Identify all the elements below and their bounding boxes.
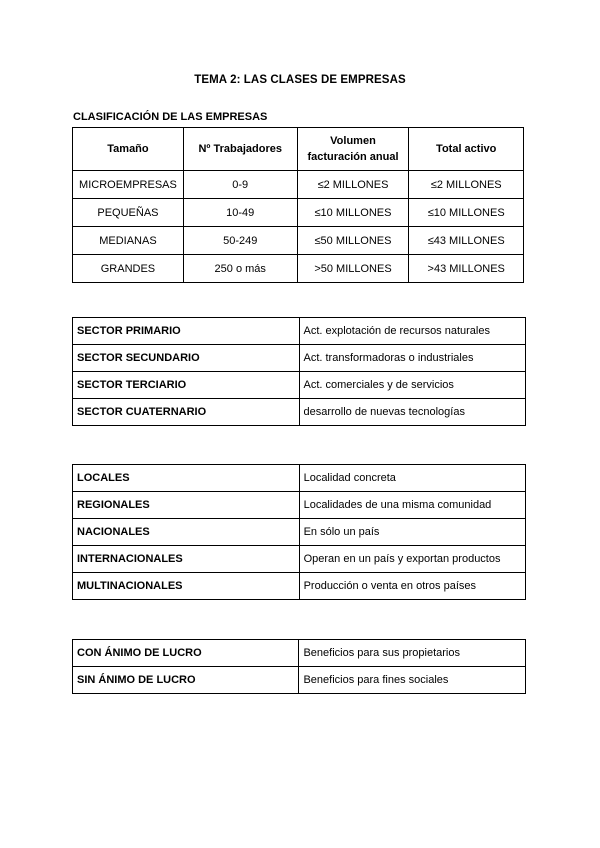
geographic-scope-table (72, 464, 526, 600)
economic-sector-table (72, 317, 526, 426)
profit-type: SIN ÁNIMO DE LUCRO (73, 667, 299, 694)
scope-description: Producción o venta en otros países (299, 573, 525, 600)
document-title: TEMA 2: LAS CLASES DE EMPRESAS (194, 74, 406, 86)
section-subtitle: CLASIFICACIÓN DE LAS EMPRESAS (73, 111, 268, 123)
table-header-row (73, 128, 524, 171)
header-revenue (297, 128, 409, 171)
table-row (73, 171, 524, 199)
company-size-table (72, 127, 524, 283)
cell-revenue: ≤2 MILLONES (297, 171, 409, 199)
scope-description: Localidad concreta (299, 465, 525, 492)
table-row (73, 573, 526, 600)
header-workers: Nº Trabajadores (183, 128, 297, 171)
table-row (73, 345, 526, 372)
sector-name: SECTOR TERCIARIO (73, 372, 300, 399)
table-row (73, 399, 526, 426)
cell-size: PEQUEÑAS (73, 199, 184, 227)
sector-description: desarrollo de nuevas tecnologías (299, 399, 526, 426)
cell-size: GRANDES (73, 255, 184, 283)
table-row (73, 667, 526, 694)
cell-assets: >43 MILLONES (409, 255, 524, 283)
scope-name: REGIONALES (73, 492, 300, 519)
scope-name: INTERNACIONALES (73, 546, 300, 573)
sector-description: Act. comerciales y de servicios (299, 372, 526, 399)
cell-size: MEDIANAS (73, 227, 184, 255)
table-row (73, 519, 526, 546)
profit-description: Beneficios para fines sociales (299, 667, 526, 694)
scope-description: Localidades de una misma comunidad (299, 492, 525, 519)
table-row (73, 227, 524, 255)
table-row (73, 492, 526, 519)
cell-size: MICROEMPRESAS (73, 171, 184, 199)
sector-name: SECTOR SECUNDARIO (73, 345, 300, 372)
table-row (73, 255, 524, 283)
table-row (73, 640, 526, 667)
cell-workers: 10-49 (183, 199, 297, 227)
cell-workers: 50-249 (183, 227, 297, 255)
profit-type: CON ÁNIMO DE LUCRO (73, 640, 299, 667)
table-row (73, 318, 526, 345)
table-row (73, 546, 526, 573)
scope-description: Operan en un país y exportan productos (299, 546, 525, 573)
sector-description: Act. transformadoras o industriales (299, 345, 526, 372)
cell-assets: ≤2 MILLONES (409, 171, 524, 199)
sector-description: Act. explotación de recursos naturales (299, 318, 526, 345)
header-revenue-label: Volumen facturación anual (307, 135, 399, 163)
table-row (73, 199, 524, 227)
cell-assets: ≤43 MILLONES (409, 227, 524, 255)
profit-description: Beneficios para sus propietarios (299, 640, 526, 667)
header-size: Tamaño (73, 128, 184, 171)
cell-workers: 0-9 (183, 171, 297, 199)
scope-description: En sólo un país (299, 519, 525, 546)
scope-name: MULTINACIONALES (73, 573, 300, 600)
scope-name: LOCALES (73, 465, 300, 492)
cell-revenue: ≤50 MILLONES (297, 227, 409, 255)
table-row (73, 465, 526, 492)
header-assets: Total activo (409, 128, 524, 171)
cell-workers: 250 o más (183, 255, 297, 283)
sector-name: SECTOR CUATERNARIO (73, 399, 300, 426)
cell-revenue: >50 MILLONES (297, 255, 409, 283)
sector-name: SECTOR PRIMARIO (73, 318, 300, 345)
cell-assets: ≤10 MILLONES (409, 199, 524, 227)
profit-motive-table (72, 639, 526, 694)
table-row (73, 372, 526, 399)
cell-revenue: ≤10 MILLONES (297, 199, 409, 227)
scope-name: NACIONALES (73, 519, 300, 546)
